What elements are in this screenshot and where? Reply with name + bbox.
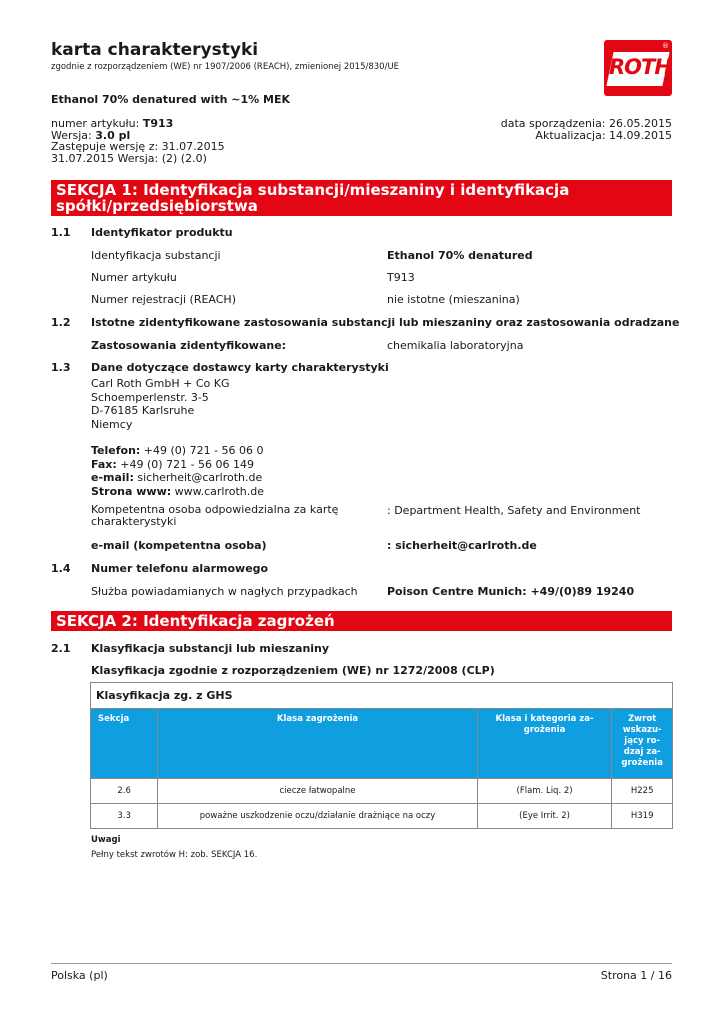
emergency-value: Poison Centre Munich: +49/(0)89 19240 — [387, 585, 635, 598]
subsection-number: 1.4 — [51, 562, 71, 575]
ghs-classification-table — [90, 682, 673, 829]
column-header: Klasa zagrożenia — [158, 709, 478, 779]
supplier-contacts — [91, 444, 264, 498]
field-value: Ethanol 70% denatured — [387, 249, 533, 262]
replaces-version: Zastępuje wersję z: 31.07.2015 — [51, 140, 225, 153]
table-cell: H319 — [612, 804, 673, 829]
competent-email-label: e-mail (kompetentna osoba) — [91, 539, 267, 552]
phone-value: +49 (0) 721 - 56 06 0 — [140, 444, 264, 457]
fax-value: +49 (0) 721 - 56 06 149 — [116, 457, 255, 471]
subsection-heading: Dane dotyczące dostawcy karty charakterystyki — [91, 361, 389, 374]
update-date: Aktualizacja: 14.09.2015 — [535, 128, 672, 142]
website-label: Strona www: — [91, 484, 172, 498]
phone-label: Telefon: — [91, 444, 141, 457]
phone — [91, 444, 264, 458]
field-label: Numer artykułu — [91, 271, 177, 284]
footer-language: Polska (pl) — [51, 969, 108, 982]
column-header: Klasa i kategoria za-grożenia — [477, 709, 612, 779]
fax — [91, 458, 264, 472]
document-meta-right — [501, 118, 672, 141]
table-cell: ciecze łatwopalne — [158, 779, 478, 804]
section-2-title: SEKCJA 2: Identyfikacja zagrożeń — [51, 611, 672, 631]
subsection-number: 1.3 — [51, 361, 71, 374]
table-caption: Klasyfikacja zg. z GHS — [91, 683, 673, 709]
roth-logo — [604, 40, 672, 96]
address-line: D-76185 Karlsruhe — [91, 404, 195, 417]
table-cell: (Eye Irrit. 2) — [477, 804, 612, 829]
document-title: karta charakterystyki — [51, 40, 259, 60]
subsection-number: 1.1 — [51, 226, 71, 239]
article-value: T913 — [142, 117, 174, 130]
subsection-heading: Istotne zidentyfikowane zastosowania substancji lub mieszaniny oraz zastosowania odradzane — [91, 316, 680, 329]
notes-heading: Uwagi — [91, 835, 121, 845]
document-meta-left — [51, 118, 225, 164]
column-header: Zwrot wskazu-jący ro-dzaj za-grożenia — [612, 709, 673, 779]
subsection-number: 2.1 — [51, 642, 71, 655]
table-row — [91, 779, 673, 804]
column-header: Sekcja — [91, 709, 158, 779]
replaces-version-detail: 31.07.2015 Wersja: (2) (2.0) — [51, 151, 207, 165]
field-value: nie istotne (mieszanina) — [387, 293, 520, 306]
competent-person-label: Kompetentna osoba odpowiedzialna za kartę charakterystyki — [91, 503, 339, 528]
page-number: Strona 1 / 16 — [600, 969, 672, 982]
competent-email-value: : sicherheit@carlroth.de — [387, 539, 537, 552]
notes-text: Pełny tekst zwrotów H: zob. SEKCJA 16. — [91, 850, 258, 860]
table-cell: poważne uszkodzenie oczu/działanie drażniące na oczy — [158, 804, 478, 829]
website-value: www.carlroth.de — [171, 484, 265, 498]
field-label: Numer rejestracji (REACH) — [91, 293, 236, 306]
section-1-title: SEKCJA 1: Identyfikacja substancji/mieszaniny i identyfikacja spółki/przedsiębiorstwa — [51, 180, 672, 216]
field-label: Identyfikacja substancji — [91, 249, 221, 262]
email — [91, 471, 264, 485]
address-line: Niemcy — [91, 417, 133, 431]
subsection-heading: Numer telefonu alarmowego — [91, 562, 269, 575]
version-value: 3.0 pl — [95, 128, 131, 142]
competent-person-value: : Department Health, Safety and Environment — [387, 504, 641, 517]
regulation-subtitle: zgodnie z rozporządzeniem (WE) nr 1907/2006 (REACH), zmienionej 2015/830/UE — [51, 62, 400, 72]
emergency-label: Służba powiadamianych w nagłych przypadkach — [91, 585, 358, 598]
article-label: numer artykułu: — [51, 117, 143, 130]
product-name: Ethanol 70% denatured with ~1% MEK — [51, 93, 290, 106]
subsection-heading: Identyfikator produktu — [91, 226, 233, 239]
table-cell: 2.6 — [91, 779, 158, 804]
footer-divider — [51, 963, 672, 964]
website — [91, 485, 264, 499]
email-value: sicherheit@carlroth.de — [133, 471, 263, 484]
clp-heading: Klasyfikacja zgodnie z rozporządzeniem (WE) nr 1272/2008 (CLP) — [91, 664, 495, 677]
address-line: Schoemperlenstr. 3-5 — [91, 390, 209, 404]
version-label: Wersja: — [51, 128, 96, 142]
field-label: Zastosowania zidentyfikowane: — [91, 339, 287, 352]
subsection-heading: Klasyfikacja substancji lub mieszaniny — [91, 642, 330, 655]
supplier-address — [91, 377, 230, 431]
field-value: chemikalia laboratoryjna — [387, 339, 524, 352]
field-value: T913 — [387, 271, 415, 284]
table-header-row — [91, 709, 673, 779]
registered-mark: ® — [662, 42, 669, 50]
table-row — [91, 804, 673, 829]
subsection-number: 1.2 — [51, 316, 71, 329]
table-caption-row — [91, 683, 673, 709]
creation-date: data sporządzenia: 26.05.2015 — [500, 117, 672, 130]
table-cell: 3.3 — [91, 804, 158, 829]
email-label: e-mail: — [91, 471, 134, 484]
logo-text: ROTH — [609, 55, 671, 79]
fax-label: Fax: — [91, 457, 117, 471]
table-cell: (Flam. Liq. 2) — [477, 779, 612, 804]
table-cell: H225 — [612, 779, 673, 804]
address-line: Carl Roth GmbH + Co KG — [91, 377, 230, 390]
